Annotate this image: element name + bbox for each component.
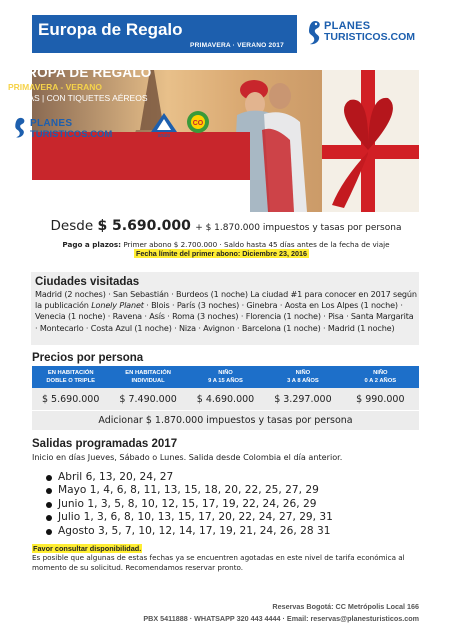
list-item — [46, 511, 333, 524]
table-header-cell: EN HABITACIÓN DOBLE O TRIPLE — [46, 370, 96, 384]
table-cell: $ 4.690.000 — [196, 394, 255, 405]
ciudades-text-italic: Lonely Planet — [91, 300, 144, 311]
salida-text: Mayo 1, 4, 6, 8, 11, 13, 15, 18, 20, 22, 25, 27, 29 — [58, 484, 319, 497]
table-cell: $ 3.297.000 — [274, 394, 332, 405]
seahorse-icon — [306, 20, 322, 46]
table-header-cell: NIÑO 3 A 8 AÑOS — [287, 370, 319, 384]
hero-brand-logo — [12, 117, 122, 139]
table-row — [32, 388, 419, 411]
ciudades-text — [35, 289, 417, 334]
hero-logo-panel — [32, 180, 250, 212]
bullet-icon — [46, 529, 52, 535]
brand-logo-line2: TURISTICOS.COM — [324, 31, 415, 43]
bullet-icon — [46, 502, 52, 508]
desde-label: Desde — [50, 218, 94, 234]
page-subtitle: PRIMAVERA · VERANO 2017 — [190, 42, 285, 49]
hero-logo-line2: TURISTICOS.COM — [30, 129, 113, 140]
table-cell: $ 990.000 — [356, 394, 405, 405]
anato-label: anato — [157, 133, 171, 139]
pago-text: Primer abono $ 2.700.000 · Saldo hasta 45 días antes de la fecha de viaje — [123, 240, 390, 249]
list-item — [46, 525, 333, 538]
brand-logo-text — [324, 21, 415, 43]
hero-season: PRIMAVERA - VERANO — [8, 82, 102, 92]
disponibilidad-text: Es posible que algunas de estas fechas ya se encuentren agotadas en este nivel de tarifa económica al momento de su solicitud. Recomendamos reservar pronto. — [32, 553, 405, 572]
salida-text: Abril 6, 13, 20, 24, 27 — [58, 471, 174, 483]
pago-plazos — [0, 240, 452, 249]
ciudades-text-a: Madrid (2 noches) · San Sebastián · Burdeos (1 noche) La ciudad #1 para conocer en 2017 según la publicación — [35, 289, 417, 311]
salida-text: Agosto 3, 5, 7, 10, 12, 14, 17, 19, 21, 24, 26, 28 31 — [58, 524, 331, 537]
hero-brand-logo-text — [30, 118, 112, 140]
price-table-header — [32, 366, 419, 388]
table-cell: $ 7.490.000 — [119, 394, 177, 405]
ciudades-title: Ciudades visitadas — [35, 276, 140, 288]
co-seal-text: CO — [192, 120, 204, 127]
bullet-icon — [46, 515, 52, 521]
footer-contact[interactable]: PBX 5411888 · WHATSAPP 320 443 4444 · Email: reservas@planesturisticos.com — [143, 614, 419, 623]
list-item — [46, 484, 333, 497]
seahorse-icon — [12, 117, 27, 139]
salidas-intro: Inicio en días Jueves, Sábado o Lunes. Salida desde Colombia el día anterior. — [32, 452, 343, 462]
footer-address: Reservas Bogotá: CC Metrópolis Local 166 — [272, 602, 419, 611]
price-extra: + $ 1.870.000 impuestos y tasas por persona — [195, 223, 402, 233]
fecha-limite: Fecha límite del primer abono: Diciembre 23, 2016 — [136, 249, 307, 258]
pago-label: Pago a plazos: — [62, 240, 122, 249]
salidas-list — [46, 471, 333, 538]
table-header-cell: NIÑO 0 A 2 AÑOS — [364, 370, 397, 384]
hero-tagline: 16 DÍAS | CON TIQUETES AÉREOS — [8, 93, 148, 103]
colombia-seal-icon — [186, 110, 210, 136]
bullet-icon — [46, 475, 52, 481]
list-item — [46, 471, 333, 484]
price-line — [0, 218, 452, 234]
page-title: Europa de Regalo — [38, 20, 183, 39]
price-amount: $ 5.690.000 — [97, 218, 191, 234]
brand-logo[interactable] — [306, 20, 418, 46]
bullet-icon — [46, 488, 52, 494]
brand-logo-line1: PLANES — [324, 20, 371, 32]
salida-text: Julio 1, 3, 6, 8, 10, 13, 15, 17, 20, 22, 24, 27, 29, 31 — [58, 511, 333, 524]
ciudades-text-b: · Blois · París (3 noches) · Ginebra · Aosta en Los Alpes (1 noche) · Venecia (1 noche) · Ravena · Asís · Roma (3 noches) · Florencia (1 noche) · Pisa · Santa Margarita · Montecarlo · Costa Azul (1 noche) · Niza · Avignon · Barcelona (1 noche) · Madrid (1 noche) — [35, 300, 414, 333]
hero-logo-line1: PLANES — [30, 118, 73, 129]
salida-text: Junio 1, 3, 5, 8, 10, 12, 15, 17, 19, 22, 24, 26, 29 — [58, 497, 317, 510]
disponibilidad-note: Favor consultar disponibilidad. — [33, 544, 142, 553]
table-cell: $ 5.690.000 — [41, 394, 100, 405]
list-item — [46, 498, 333, 511]
hero-title: EUROPA DE REGALO — [8, 65, 152, 80]
table-header-cell: NIÑO 9 A 15 AÑOS — [208, 370, 243, 384]
table-header-cell: EN HABITACIÓN INDIVIDUAL — [125, 370, 171, 384]
price-table — [32, 366, 419, 430]
precios-title: Precios por persona — [32, 352, 144, 364]
salidas-title: Salidas programadas 2017 — [32, 438, 178, 450]
impuestos-row: Adicionar $ 1.870.000 impuestos y tasas por persona — [32, 411, 419, 430]
